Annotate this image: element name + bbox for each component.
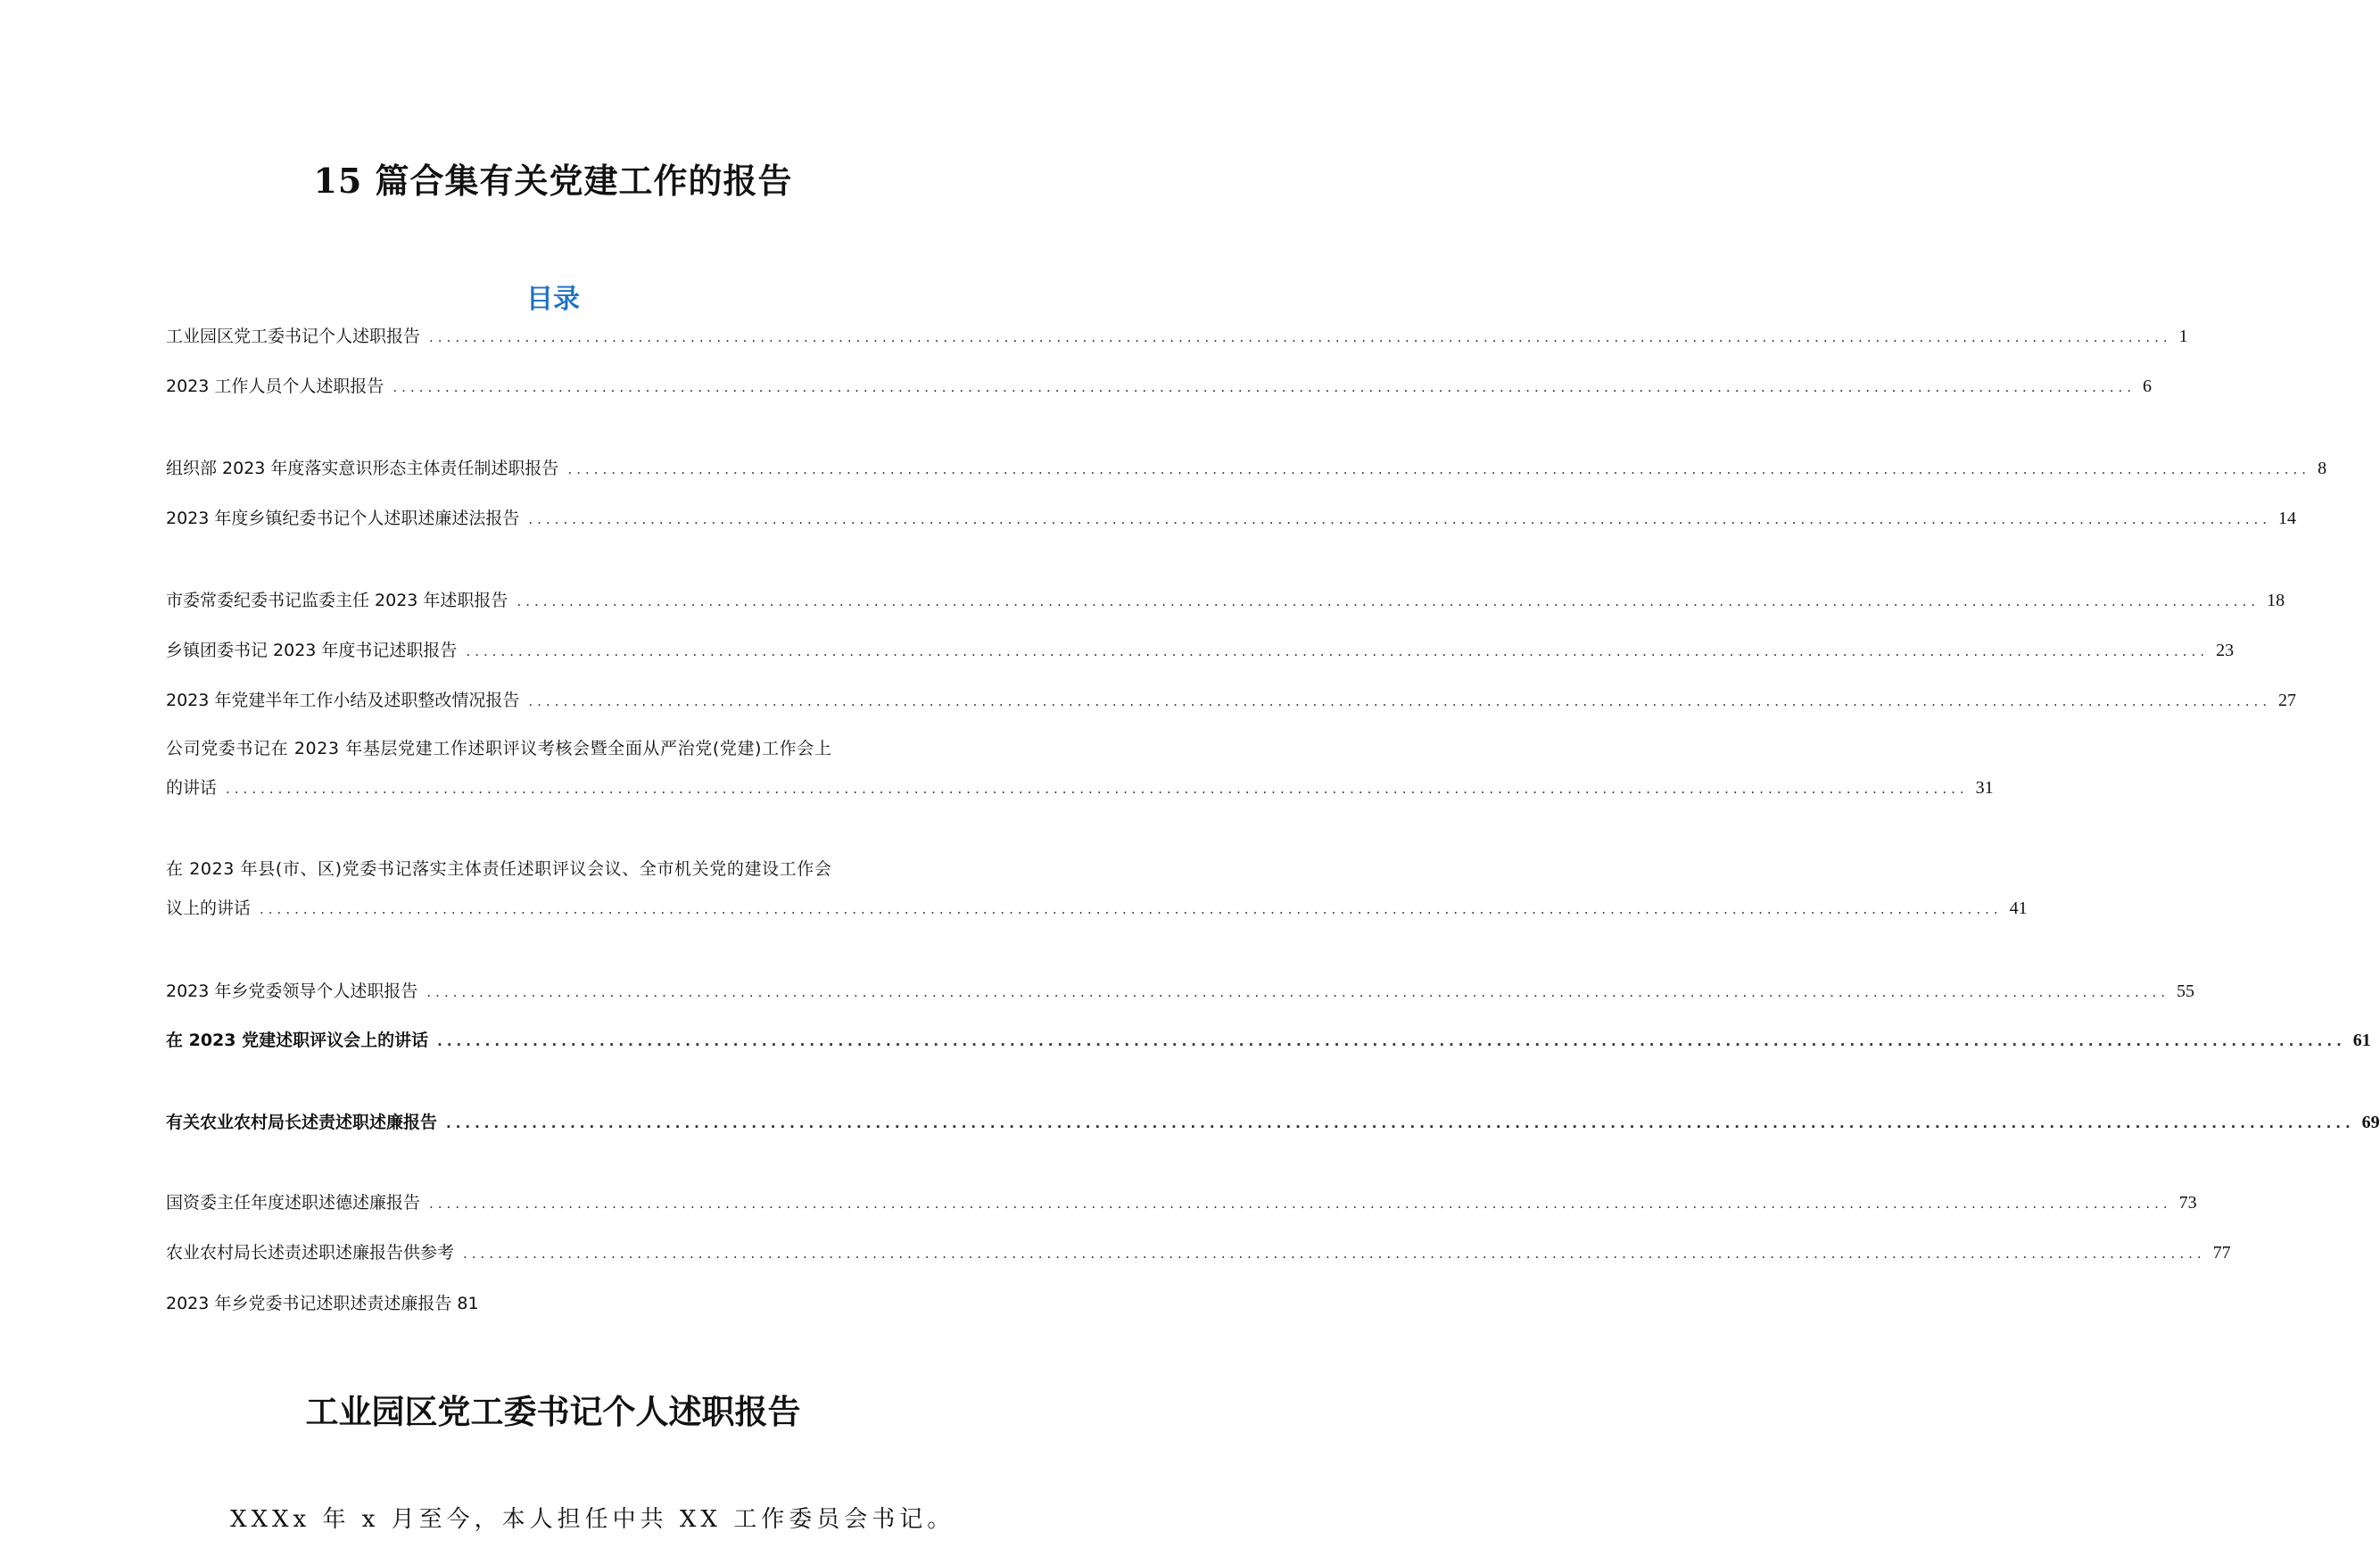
toc-entry[interactable] (166, 980, 2195, 1004)
toc-entry-text: 国资委主任年度述职述德述廉报告 (166, 1193, 421, 1213)
toc-entry[interactable] (166, 457, 2327, 481)
toc-entry[interactable] (166, 325, 2188, 349)
toc-entry[interactable] (166, 507, 2297, 531)
body-paragraph: XXXx 年 x 月至今，本人担任中共 XX 工作委员会书记。 (230, 1506, 955, 1533)
toc-entry[interactable] (166, 375, 2153, 399)
toc-page-number: 77 (2212, 1243, 2231, 1263)
toc-entry[interactable] (166, 857, 2028, 921)
toc-page-number: 18 (2267, 591, 2285, 610)
toc-entry-text: 组织部 2023 年度落实意识形态主体责任制述职报告 (166, 459, 559, 478)
toc-entry[interactable] (166, 589, 2285, 613)
toc-leader: ........................................................................................................................................................................................................ (567, 461, 2311, 477)
toc-page-number: 1 (2178, 327, 2188, 346)
toc-entry-text: 农业农村局长述责述职述廉报告供参考 (166, 1243, 455, 1263)
toc-entry-text: 议上的讲话 (166, 898, 252, 918)
toc-leader: ........................................................................................................................................................................................................ (429, 1196, 2172, 1212)
toc-entry-text: 的讲话 (166, 778, 218, 798)
toc-leader: ........................................................................................................................................................................................................ (437, 1033, 2346, 1049)
toc-entry-text: 市委常委纪委书记监委主任 2023 年述职报告 (166, 591, 508, 610)
toc-entry-text: 工业园区党工委书记个人述职报告 (166, 327, 421, 346)
toc-page-number: 8 (2318, 459, 2327, 478)
toc-entry[interactable] (166, 1111, 2380, 1135)
toc-entry-text: 2023 年乡党委领导个人述职报告 (166, 981, 418, 1001)
toc-page-number: 6 (2143, 377, 2153, 396)
toc-leader: ........................................................................................................................................................................................................ (516, 593, 2260, 609)
toc-entry-text: 在 2023 党建述职评议会上的讲话 (166, 1031, 429, 1050)
toc-entry[interactable] (166, 1241, 2231, 1265)
toc-page-number: 23 (2216, 641, 2235, 660)
toc-entry[interactable] (166, 737, 1994, 800)
toc-entry-text: 有关农业农村局长述责述职述廉报告 (166, 1113, 438, 1132)
toc-entry-text: 2023 年乡党委书记述职述责述廉报告 81 (166, 1294, 479, 1313)
toc-entry-text: 2023 年党建半年工作小结及述职整改情况报告 (166, 691, 520, 710)
toc-leader: ........................................................................................................................................................................................................ (446, 1115, 2355, 1131)
toc-leader: ........................................................................................................................................................................................................ (226, 781, 1969, 797)
toc-entry[interactable] (166, 1029, 2371, 1053)
toc-leader: ........................................................................................................................................................................................................ (528, 693, 2272, 709)
toc-page-number: 55 (2177, 981, 2195, 1001)
toc-page-number: 31 (1975, 778, 1994, 798)
toc-heading: 目录 (526, 284, 580, 315)
toc-entry[interactable] (166, 1191, 2197, 1215)
toc-page-number: 14 (2278, 509, 2297, 528)
toc-leader: ........................................................................................................................................................................................................ (260, 901, 2003, 917)
toc-entry-text-line1: 在 2023 年县(市、区)党委书记落实主体责任述职评议会议、全市机关党的建设工作会 (166, 859, 832, 879)
toc-leader: ........................................................................................................................................................................................................ (429, 329, 2172, 345)
toc-leader: ........................................................................................................................................................................................................ (393, 379, 2136, 395)
section-title: 工业园区党工委书记个人述职报告 (305, 1393, 801, 1431)
toc-page-number: 27 (2278, 691, 2297, 710)
toc-page-number: 61 (2352, 1031, 2371, 1050)
toc-page-number: 69 (2361, 1113, 2380, 1132)
toc-page-number: 73 (2178, 1193, 2197, 1213)
toc-entry-text: 2023 年度乡镇纪委书记个人述职述廉述法报告 (166, 509, 520, 528)
toc-leader: ........................................................................................................................................................................................................ (463, 1246, 2206, 1262)
toc-entry[interactable] (166, 639, 2235, 663)
document-title: 15 篇合集有关党建工作的报告 (313, 161, 793, 201)
toc-leader: ........................................................................................................................................................................................................ (466, 643, 2210, 659)
toc-entry-text: 2023 工作人员个人述职报告 (166, 377, 384, 396)
toc-entry-text: 乡镇团委书记 2023 年度书记述职报告 (166, 641, 458, 660)
toc-entry-text-line1: 公司党委书记在 2023 年基层党建工作述职评议考核会暨全面从严治党(党建)工作会上 (166, 739, 832, 758)
toc-leader: ........................................................................................................................................................................................................ (426, 984, 2170, 1000)
toc-page-number: 41 (2009, 898, 2028, 918)
toc-entry[interactable] (166, 1292, 930, 1315)
toc-leader: ........................................................................................................................................................................................................ (528, 511, 2272, 527)
toc-entry[interactable] (166, 689, 2297, 713)
